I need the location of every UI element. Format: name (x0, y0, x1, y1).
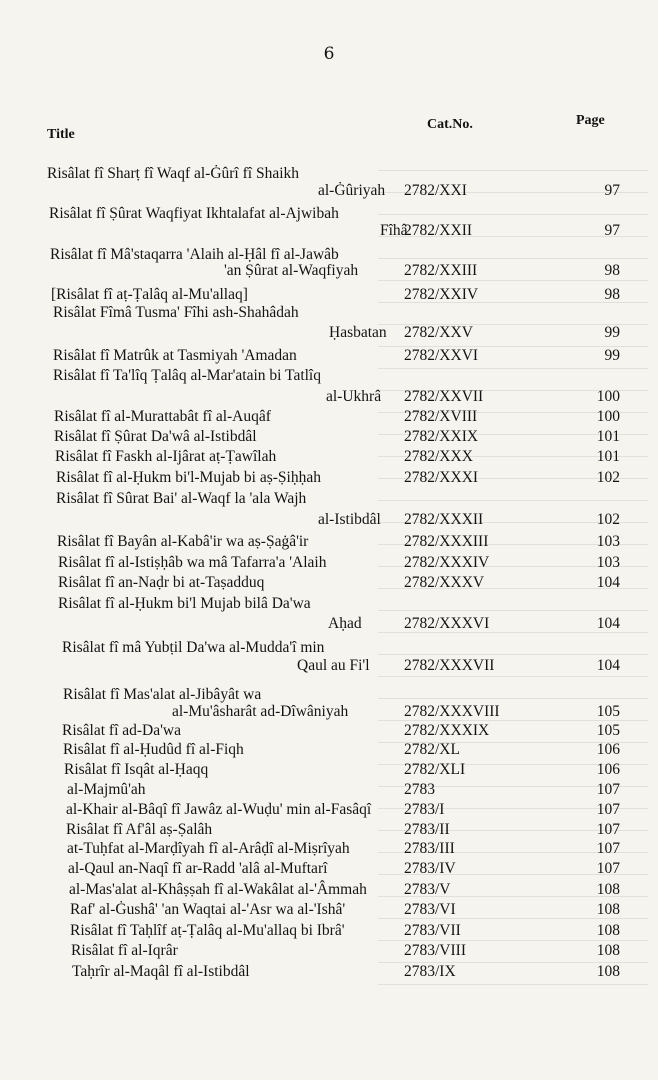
header-title: Title (47, 127, 75, 142)
entry-page: 98 (604, 286, 620, 303)
entry-cat-no: 2782/XXIX (404, 428, 479, 445)
entry-page: 101 (596, 448, 620, 465)
entry-title: Risâlat fî Ta'lîq Ṭalâq al-Mar'atain bi Tatlîq (53, 367, 321, 384)
entry-title: Risâlat fî ad-Da'wa (62, 722, 181, 739)
catalog-entry (0, 446, 658, 468)
catalog-entry (0, 858, 658, 880)
entry-title: al-Khair al-Bâqî fî Jawâz al-Wuḍu' min al-Fasâqî (66, 801, 372, 818)
entry-cat-no: 2782/XXXIX (404, 722, 490, 739)
entry-cat-no: 2782/XXXVII (404, 657, 495, 674)
catalog-entry (0, 467, 658, 489)
entry-title: [Risâlat fî aṭ-Ṭalâq al-Mu'allaq] (51, 286, 248, 303)
entry-title: Risâlat fî Bayân al-Kabâ'ir wa aṣ-Ṣaġâ'ir (57, 533, 309, 550)
entry-page: 108 (596, 963, 620, 980)
entry-title: Risâlat fî Matrûk at Tasmiyah 'Amadan (53, 347, 297, 364)
catalog-entry (0, 593, 658, 615)
entry-page: 107 (596, 860, 620, 877)
entry-page: 106 (596, 741, 620, 758)
entry-page: 102 (596, 511, 620, 528)
catalog-entry (0, 838, 658, 860)
entry-page: 105 (596, 722, 620, 739)
entry-cat-no: 2782/XXV (404, 324, 473, 341)
entry-title: al-Mas'alat al-Khâṣṣah fî al-Wakâlat al-'Âmmah (69, 881, 367, 898)
entry-cat-no: 2783/IV (404, 860, 456, 877)
entry-title: al-Ġûriyah (318, 182, 386, 199)
entry-title: Taḥrîr al-Maqâl fî al-Istibdâl (72, 963, 250, 980)
entry-title: Risâlat fî Sûrat Bai' al-Waqf la 'ala Wajh (56, 490, 307, 507)
entry-cat-no: 2783/I (404, 801, 445, 818)
entry-title: Risâlat fî Af'âl aṣ-Ṣalâh (66, 821, 213, 838)
entry-page: 100 (596, 408, 620, 425)
entry-cat-no: 2782/XXXI (404, 469, 479, 486)
entry-page: 104 (596, 574, 620, 591)
entry-page: 104 (596, 657, 620, 674)
entry-cat-no: 2782/XXXIII (404, 533, 489, 550)
entry-page: 103 (596, 533, 620, 550)
catalog-entry (0, 260, 658, 282)
catalog-entry (0, 940, 658, 962)
catalog-entry (0, 759, 658, 781)
entry-title: al-Qaul an-Naqî fî ar-Radd 'alâ al-Muftarî (68, 860, 328, 877)
entry-cat-no: 2783/VIII (404, 942, 466, 959)
entry-title: Risâlat fî al-Ḥukm bi'l-Mujab bi aṣ-Ṣiḥḥah (56, 469, 321, 486)
entry-cat-no: 2782/XXXII (404, 511, 484, 528)
entry-title: Risâlat fî al-Ḥudûd fî al-Fiqh (63, 741, 244, 758)
entry-cat-no: 2782/XLI (404, 761, 466, 778)
entry-page: 105 (596, 703, 620, 720)
catalog-entry (0, 920, 658, 942)
header-cat-no: Cat.No. (427, 117, 473, 132)
catalog-entry (0, 302, 658, 324)
entry-cat-no: 2782/XXXV (404, 574, 485, 591)
entry-page: 99 (604, 324, 620, 341)
catalog-entry (0, 406, 658, 428)
entry-title: Risâlat fî an-Naḍr bi at-Taṣadduq (58, 574, 265, 591)
catalog-entry (0, 531, 658, 553)
entry-page: 98 (604, 262, 620, 279)
entry-title: Risâlat fî Taḥlîf aṭ-Ṭalâq al-Mu'allaq bi Ibrâ' (70, 922, 345, 939)
entry-title: al-Mu'âsharât ad-Dîwâniyah (172, 703, 349, 720)
entry-cat-no: 2783/V (404, 881, 451, 898)
entry-page: 97 (604, 182, 620, 199)
entry-title: Risâlat fî Ṣûrat Waqfiyat Ikhtalafat al-Ajwibah (49, 205, 339, 222)
entry-title: Risâlat fî Isqât al-Ḥaqq (64, 761, 209, 778)
entry-title: at-Tuḥfat al-Marḍîyah fî al-Arâḍî al-Miṣrîyah (67, 840, 350, 857)
entry-cat-no: 2783 (404, 781, 435, 798)
entry-cat-no: 2782/XXIII (404, 262, 478, 279)
catalog-entry (0, 572, 658, 594)
catalog-entry (0, 488, 658, 510)
entry-page: 108 (596, 881, 620, 898)
entry-title: al-Majmû'ah (67, 781, 146, 798)
entry-page: 99 (604, 347, 620, 364)
entry-page: 107 (596, 781, 620, 798)
catalog-entry (0, 345, 658, 367)
catalog-entry (0, 322, 658, 344)
catalog-entry (0, 799, 658, 821)
entry-page: 108 (596, 901, 620, 918)
entry-page: 108 (596, 942, 620, 959)
entry-cat-no: 2783/III (404, 840, 455, 857)
entry-title: Ḥasbatan (329, 324, 387, 341)
entry-title: Aḥad (328, 615, 362, 632)
entry-page: 106 (596, 761, 620, 778)
entry-cat-no: 2783/VI (404, 901, 456, 918)
entry-page: 108 (596, 922, 620, 939)
catalog-entry (0, 899, 658, 921)
entry-title: Risâlat fî Mas'alat al-Jibâyât wa (63, 686, 262, 703)
entry-page: 100 (596, 388, 620, 405)
entry-cat-no: 2782/XXVII (404, 388, 484, 405)
entry-page: 97 (604, 222, 620, 239)
entry-title: Risâlat fî mâ Yubṭil Da'wa al-Mudda'î min (62, 639, 325, 656)
entry-cat-no: 2782/XXII (404, 222, 473, 239)
entry-cat-no: 2782/XXX (404, 448, 473, 465)
entry-cat-no: 2782/XXXVI (404, 615, 490, 632)
catalog-entry (0, 879, 658, 901)
entry-cat-no: 2782/XXXIV (404, 554, 490, 571)
entry-cat-no: 2782/XXI (404, 182, 467, 199)
entry-title: Risâlat fî al-Ḥukm bi'l Mujab bilâ Da'wa (58, 595, 311, 612)
entry-page: 107 (596, 840, 620, 857)
entry-title: Raf' al-Ġushâ' 'an Waqtai al-'Asr wa al-'Ishâ' (70, 901, 346, 918)
catalog-entry (0, 655, 658, 677)
entry-title: Qaul au Fi'l (297, 657, 370, 674)
entry-title: Risâlat fî Sharṭ fî Waqf al-Ġûrî fî Shaikh (47, 165, 300, 182)
entry-cat-no: 2782/XXXVIII (404, 703, 500, 720)
entry-cat-no: 2783/VII (404, 922, 461, 939)
header-page: Page (576, 113, 605, 128)
entry-page: 107 (596, 801, 620, 818)
entry-cat-no: 2782/XL (404, 741, 460, 758)
entry-title: Fîhâ (380, 222, 408, 239)
catalog-entry (0, 739, 658, 761)
entry-page: 103 (596, 554, 620, 571)
entry-title: Risâlat fî al-Iqrâr (71, 942, 178, 959)
entry-title: Risâlat fî Faskh al-Ijârat aṭ-Ṭawîlah (55, 448, 277, 465)
entry-page: 107 (596, 821, 620, 838)
entry-title: 'an Ṣûrat al-Waqfiyah (224, 262, 359, 279)
catalog-entry (0, 961, 658, 983)
catalog-entry (0, 779, 658, 801)
catalog-entry (0, 365, 658, 387)
catalog-entry (0, 426, 658, 448)
catalog-entry (0, 386, 658, 408)
entry-title: Risâlat Fîmâ Tusma' Fîhi ash-Shahâdah (53, 304, 299, 321)
entry-title: al-Istibdâl (318, 511, 381, 528)
catalog-entry (0, 613, 658, 635)
entry-title: al-Ukhrâ (326, 388, 382, 405)
entry-cat-no: 2783/IX (404, 963, 456, 980)
entry-title: Risâlat fî al-Istiṣḥâb wa mâ Tafarra'a 'Alaih (58, 554, 327, 571)
catalog-entry (0, 180, 658, 202)
entry-cat-no: 2782/XXVI (404, 347, 479, 364)
entry-cat-no: 2782/XXIV (404, 286, 479, 303)
entry-title: Risâlat fî Ṣûrat Da'wâ al-Istibdâl (54, 428, 257, 445)
entry-title: Risâlat fî al-Murattabât fî al-Auqâf (54, 408, 271, 425)
entry-page: 101 (596, 428, 620, 445)
entry-page: 104 (596, 615, 620, 632)
entry-cat-no: 2783/II (404, 821, 450, 838)
catalog-entry (0, 509, 658, 531)
catalog-entry (0, 552, 658, 574)
entry-cat-no: 2782/XVIII (404, 408, 478, 425)
entry-title: Risâlat fî Mâ'staqarra 'Alaih al-Ḥâl fî al-Jawâb (50, 246, 339, 263)
catalog-entry (0, 220, 658, 242)
entry-page: 102 (596, 469, 620, 486)
page-number: 6 (323, 44, 335, 64)
